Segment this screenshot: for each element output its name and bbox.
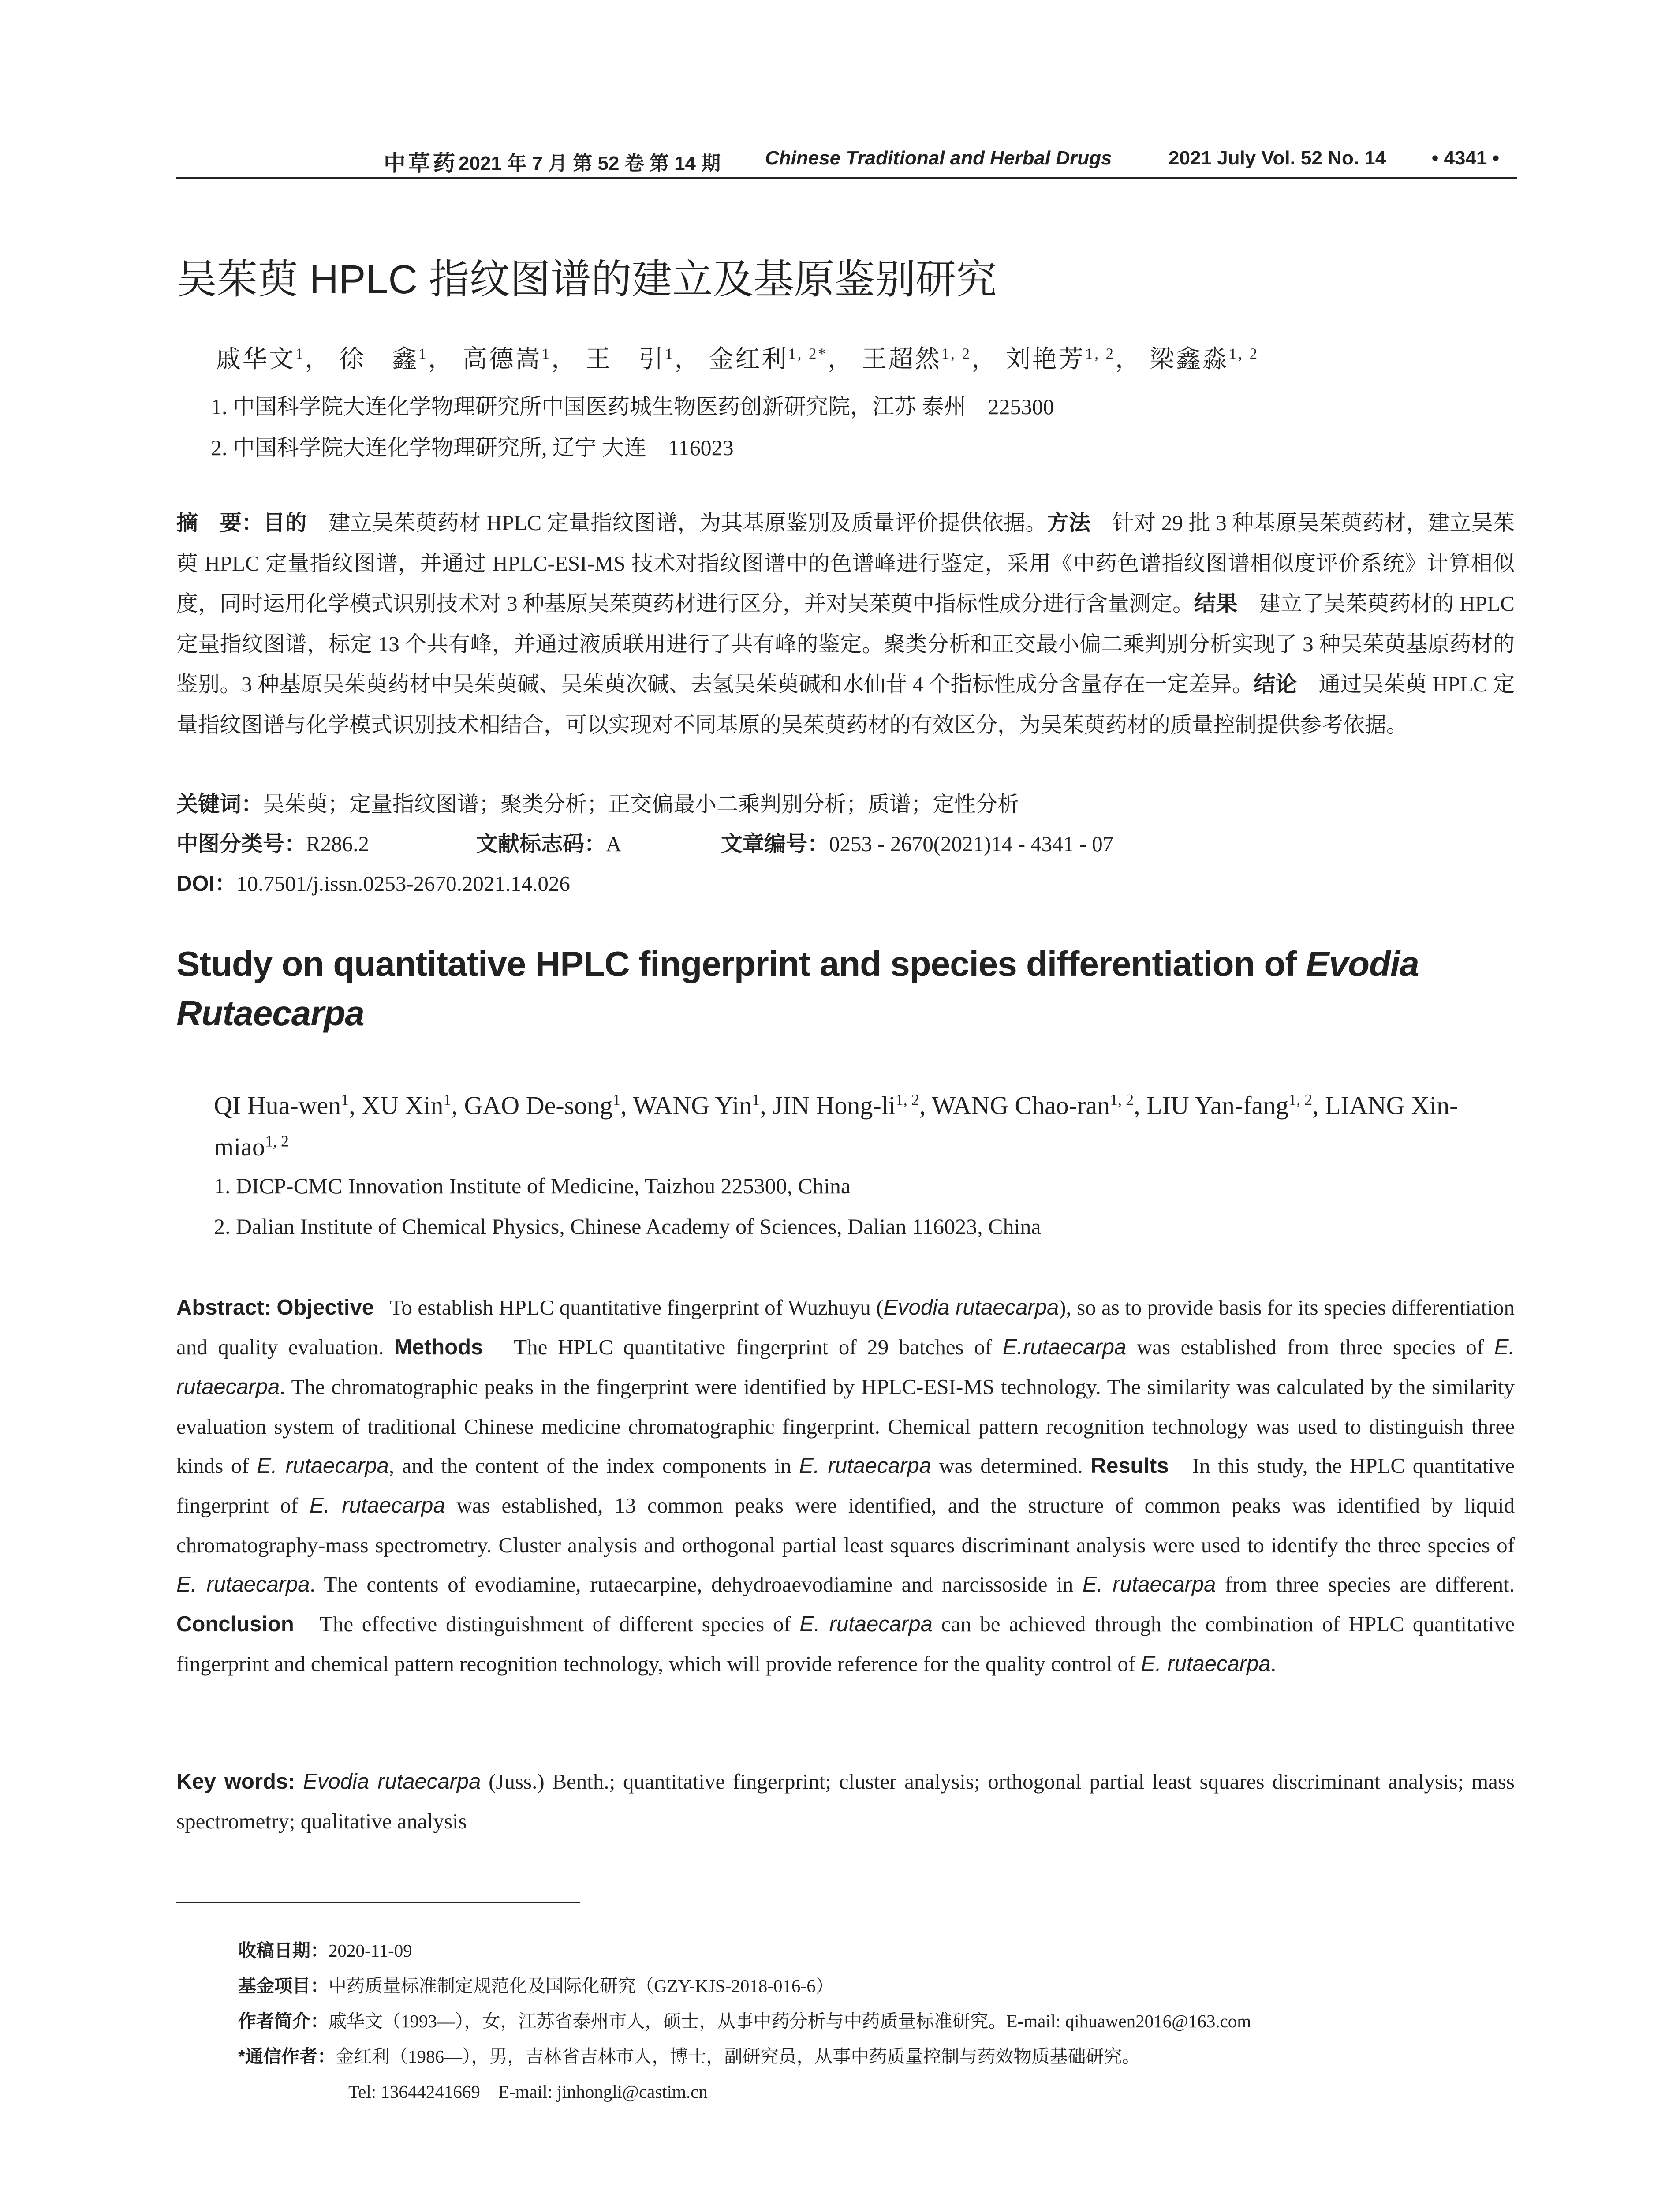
footnote-rule — [176, 1902, 580, 1903]
cn-classification-row: 中图分类号：R286.2 — [176, 832, 369, 856]
cn-doc-code: 文献标志码：A — [476, 832, 622, 856]
cn-author-list: 戚华文$^1$， 徐 鑫$^1$， 高德嵩$^1$， 王 引$^1$， 金红利$^{1, 2*}$， 王超然$^{1, 2}$， 刘艳芳$^{1, 2}$， 梁鑫淼$^{1, 2}$ — [216, 345, 1259, 373]
issue-en: 2021 July Vol. 52 No. 14 — [1169, 147, 1386, 169]
cn-abstract: 摘 要：目的 建立吴茱萸药材 HPLC 定量指纹图谱，为其基原鉴别及质量评价提供依据。方法 针对 29 批 3 种基原吴茱萸药材，建立吴茱萸 HPLC 定量指纹图谱，并通过 HPLC-ESI-MS 技术对指纹图谱中的色谱峰进行鉴定，采用《中药色谱指纹图谱相似度评价系统》计算相似度，同时运用化学模式识别技术对 3 种基原吴茱萸药材进行区分，并对吴茱萸中指标性成分进行含量测定。结果 建立了吴茱萸药材的 HPLC 定量指纹图谱，标定 13 个共有峰，并通过液质联用进行了共有峰的鉴定。聚类分析和正交最小偏二乘判别分析实现了 3 种吴茱萸基原药材的鉴别。3 种基原吴茱萸药材中吴茱萸碱、吴茱萸次碱、去氢吴茱萸碱和水仙苷 4 个指标性成分含量存在一定差异。结论 通过吴茱萸 HPLC 定量指纹图谱与化学模式识别技术相结合，可以实现对不同基原的吴茱萸药材的有效区分，为吴茱萸药材的质量控制提供参考依据。 — [176, 511, 1515, 737]
en-abstract: Abstract: Objective To establish HPLC quantitative fingerprint of Wuzhuyu (Evodia rutaecarpa), so as to provide basis for its species differentiation and quality evaluation. Methods The HPLC quantitative fingerprint of 29 batches of E.rutaecarpa was established from three species of E. rutaecarpa. The chromatographic peaks in the fingerprint were identified by HPLC-ESI-MS technology. The similarity was calculated by the similarity evaluation system of traditional Chinese medicine chromatographic fingerprint. Chemical pattern recognition technology was used to distinguish three kinds of E. rutaecarpa, and the content of the index components in E. rutaecarpa was determined. Results In this study, the HPLC quantitative fingerprint of E. rutaecarpa was established, 13 common peaks were identified, and the structure of common peaks was identified by liquid chromatography-mass spectrometry. Cluster analysis and orthogonal partial least squares discriminant analysis were used to identify the three species of E. rutaecarpa. The contents of evodiamine, rutaecarpine, dehydroaevodiamine and narcissoside in E. rutaecarpa from three species are different. Conclusion The effective distinguishment of different species of E. rutaecarpa can be achieved through the combination of HPLC quantitative fingerprint and chemical pattern recognition technology, which will provide reference for the quality control of E. rutaecarpa. — [176, 1295, 1515, 1676]
doi-line: DOI：10.7501/j.issn.0253-2670.2021.14.026 — [176, 871, 570, 896]
cn-author: 徐 鑫$^1$ — [339, 345, 428, 373]
doi-link[interactable]: 10.7501/j.issn.0253-2670.2021.14.026 — [236, 871, 570, 896]
cn-keywords: 关键词：吴茱萸；定量指纹图谱；聚类分析；正交偏最小二乘判别分析；质谱；定性分析 — [176, 792, 1019, 816]
footnote-fund: 基金项目：中药质量标准制定规范化及国际化研究（GZY-KJS-2018-016-6） — [238, 1976, 834, 1996]
cn-abstract-label: 摘 要： — [176, 511, 264, 535]
en-conclusion-label: Conclusion — [176, 1612, 294, 1636]
page-number: • 4341 • — [1431, 147, 1499, 169]
cn-author: 金红利$^{1, 2*}$ — [709, 345, 828, 373]
en-affiliation-2: 2. Dalian Institute of Chemical Physics, Chinese Academy of Sciences, Dalian 116023, China — [214, 1214, 1041, 1239]
en-methods-label: Methods — [394, 1335, 483, 1359]
en-author: XU Xin$^1$ — [362, 1091, 452, 1120]
en-results-label: Results — [1090, 1454, 1169, 1478]
en-abstract-label: Abstract: — [176, 1296, 272, 1319]
en-affiliation-1: 1. DICP-CMC Innovation Institute of Medicine, Taizhou 225300, China — [214, 1174, 851, 1198]
cn-author: 高德嵩$^1$ — [462, 345, 552, 373]
cn-article-number: 文章编号：0253 - 2670(2021)14 - 4341 - 07 — [721, 832, 1114, 856]
footnote-contact: Tel: 13644241669 E-mail: jinhongli@castim.cn — [348, 2082, 708, 2102]
footnote-corresponding: *通信作者：金红利（1986—），男，吉林省吉林市人，博士，副研究员，从事中药质量控制与药效物质基础研究。 — [238, 2046, 1140, 2067]
en-author: LIU Yan-fang$^{1, 2}$ — [1146, 1091, 1313, 1120]
running-header — [176, 146, 1517, 176]
en-author: QI Hua-wen$^1$ — [214, 1091, 349, 1120]
en-author: JIN Hong-li$^{1, 2}$ — [773, 1091, 919, 1120]
cn-author: 戚华文$^1$ — [216, 345, 305, 373]
header-rule — [176, 177, 1517, 179]
cn-title: 吴茱萸 HPLC 指纹图谱的建立及基原鉴别研究 — [176, 257, 997, 302]
en-objective-label: Objective — [276, 1296, 374, 1319]
cn-affiliation-1: 1. 中国科学院大连化学物理研究所中国医药城生物医药创新研究院，江苏 泰州 225300 — [211, 394, 1054, 419]
en-title: Study on quantitative HPLC fingerprint and species differentiation of Evodia Rutaecarpa — [176, 944, 1419, 1033]
cn-objective-label: 目的 — [263, 511, 307, 535]
footnote-received: 收稿日期：2020-11-09 — [238, 1940, 412, 1961]
clc-number: R286.2 — [306, 832, 369, 856]
cn-conclusion-label: 结论 — [1254, 673, 1297, 696]
cn-author: 刘艳芳$^{1, 2}$ — [1005, 345, 1116, 373]
en-author-list: QI Hua-wen$^1$, XU Xin$^1$, GAO De-song$^1$, WANG Yin$^1$, JIN Hong-li$^{1, 2}$, WANG Chao-ran$^{1, 2}$, LIU Yan-fang$^{1, 2}$, LIANG Xin-miao$^{1, 2}$ — [214, 1091, 1458, 1161]
cn-affiliation-2: 2. 中国科学院大连化学物理研究所, 辽宁 大连 116023 — [211, 435, 734, 460]
en-keywords: Key words: Evodia rutaecarpa (Juss.) Benth.; quantitative fingerprint; cluster analysis; orthogonal partial least squares discriminant analysis; mass spectrometry; qualitative analysis — [176, 1769, 1515, 1833]
en-author: WANG Chao-ran$^{1, 2}$ — [931, 1091, 1134, 1120]
cn-methods-label: 方法 — [1047, 511, 1091, 535]
cn-results-label: 结果 — [1194, 592, 1238, 616]
cn-author: 王超然$^{1, 2}$ — [862, 345, 971, 373]
journal-logo: 中草药 — [384, 151, 458, 176]
issue-cn: 2021 年 7 月 第 52 卷 第 14 期 — [459, 153, 721, 174]
footnote-author: 作者简介：戚华文（1993—），女，江苏省泰州市人，硕士，从事中药分析与中药质量标准研究。E-mail: qihuawen2016@163.com — [238, 2011, 1251, 2031]
cn-author: 梁鑫淼$^{1, 2}$ — [1150, 345, 1259, 373]
cn-author: 王 引$^1$ — [586, 345, 675, 373]
journal-name-en: Chinese Traditional and Herbal Drugs — [765, 147, 1112, 169]
en-author: LIANG Xin-miao$^{1, 2}$ — [214, 1091, 1458, 1161]
en-author: GAO De-song$^1$ — [464, 1091, 621, 1120]
en-author: WANG Yin$^1$ — [633, 1091, 760, 1120]
